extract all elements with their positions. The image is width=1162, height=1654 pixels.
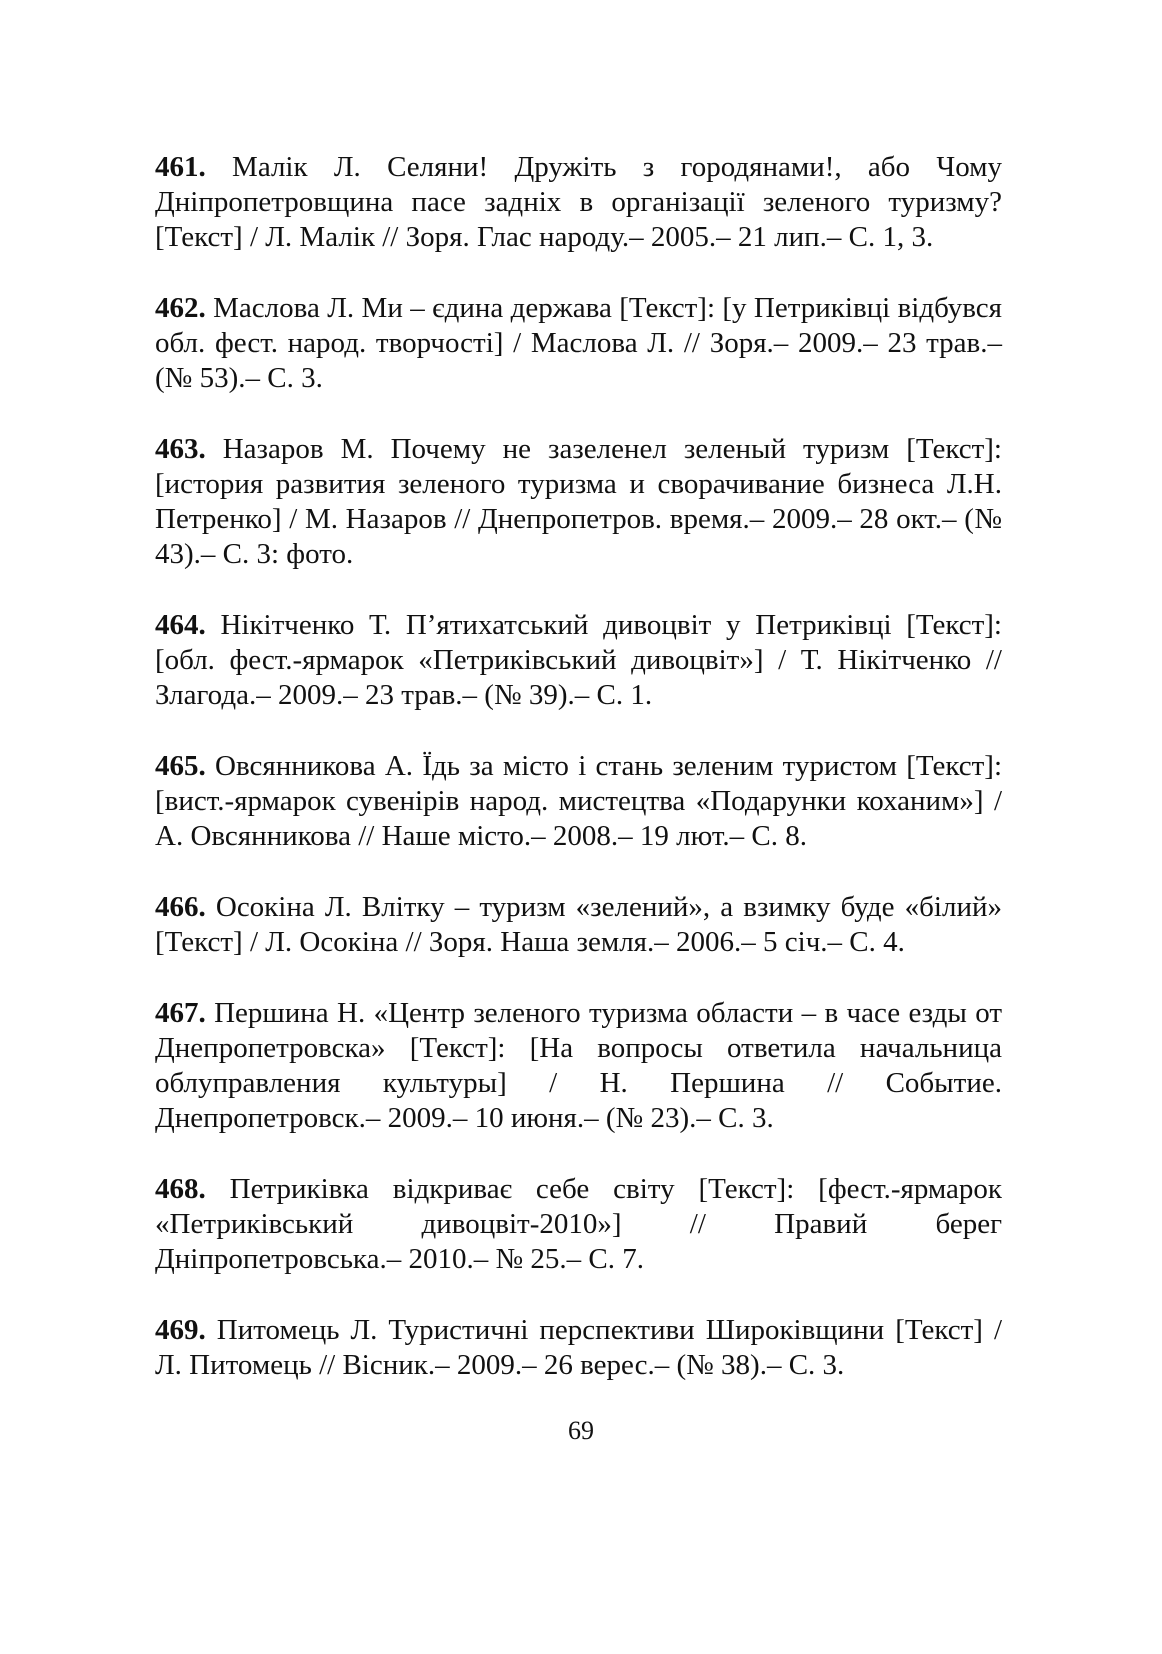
bibliography-entry <box>155 291 1002 396</box>
entry-number: 466. <box>155 891 206 923</box>
entry-text: Малік Л. Селяни! Дружіть з городянами!, або Чому Дніпропетровщина пасе задніх в організації зеленого туризму? [Текст] / Л. Малік // Зоря. Глас народу.– 2005.– 21 лип.– С. 1, 3. <box>155 151 1002 253</box>
bibliography-entry <box>155 608 1002 713</box>
entry-number: 465. <box>155 750 206 782</box>
entry-number: 467. <box>155 997 206 1029</box>
entry-text: Назаров М. Почему не зазеленел зеленый туризм [Текст]: [история развития зеленого туризма и сворачивание бизнеса Л.Н. Петренко] / М. Назаров // Днепропетров. время.– 2009.– 28 окт.– (№ 43).– С. 3: фото. <box>155 433 1002 570</box>
entry-number: 464. <box>155 609 206 641</box>
bibliography-entry <box>155 890 1002 960</box>
bibliography-entry <box>155 996 1002 1136</box>
bibliography-entry <box>155 1172 1002 1277</box>
bibliography-entry <box>155 150 1002 255</box>
bibliography-entry <box>155 432 1002 572</box>
bibliography-entry <box>155 749 1002 854</box>
bibliography-entry <box>155 1313 1002 1383</box>
entry-number: 468. <box>155 1173 206 1205</box>
entry-number: 461. <box>155 151 206 183</box>
entry-number: 462. <box>155 292 206 324</box>
entry-text: Петриківка відкриває себе світу [Текст]: [фест.-ярмарок «Петриківський дивоцвіт-2010»] // Правий берег Дніпропетровська.– 2010.– № 25.– С. 7. <box>155 1173 1002 1275</box>
entry-text: Нікітченко Т. П’ятихатський дивоцвіт у Петриківці [Текст]: [обл. фест.-ярмарок «Петриківський дивоцвіт»] / Т. Нікітченко // Злагода.– 2009.– 23 трав.– (№ 39).– С. 1. <box>155 609 1002 711</box>
entry-number: 469. <box>155 1314 206 1346</box>
bibliography-list <box>155 150 1002 1419</box>
entry-text: Осокіна Л. Влітку – туризм «зелений», а взимку буде «білий» [Текст] / Л. Осокіна // Зоря. Наша земля.– 2006.– 5 січ.– С. 4. <box>155 891 1002 958</box>
entry-text: Овсянникова А. Їдь за місто і стань зеленим туристом [Текст]: [вист.-ярмарок сувенірів народ. мистецтва «Подарунки коханим»] / А. Овсянникова // Наше місто.– 2008.– 19 лют.– С. 8. <box>155 750 1002 852</box>
entry-text: Питомець Л. Туристичні перспективи Широківщини [Текст] / Л. Питомець // Вісник.– 2009.– 26 верес.– (№ 38).– С. 3. <box>155 1314 1002 1381</box>
entry-number: 463. <box>155 433 206 465</box>
entry-text: Першина Н. «Центр зеленого туризма области – в часе езды от Днепропетровска» [Текст]: [На вопросы ответила начальница облуправления культуры] / Н. Першина // Событие. Днепропетровск.– 2009.– 10 июня.– (№ 23).– С. 3. <box>155 997 1002 1134</box>
entry-text: Маслова Л. Ми – єдина держава [Текст]: [у Петриківці відбувся обл. фест. народ. творчості] / Маслова Л. // Зоря.– 2009.– 23 трав.– (№ 53).– С. 3. <box>155 292 1002 394</box>
page-number: 69 <box>568 1416 594 1445</box>
